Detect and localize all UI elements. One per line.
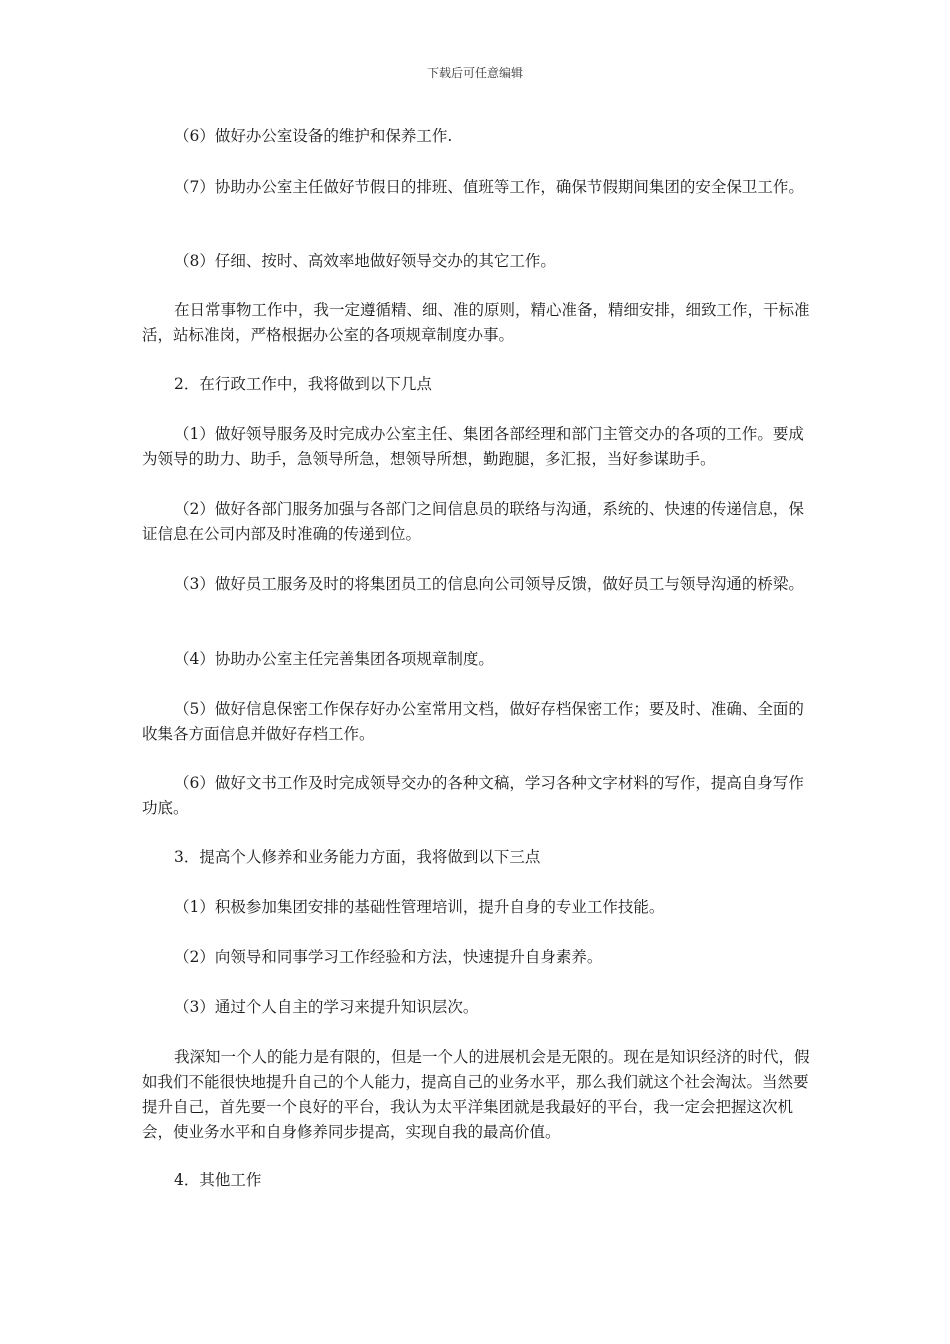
section-heading: 4．其他工作 [174, 1171, 262, 1189]
paragraph: （4）协助办公室主任完善集团各项规章制度。 [174, 650, 494, 668]
paragraph: （1）积极参加集团安排的基础性管理培训，提升自身的专业工作技能。 [174, 898, 665, 916]
paragraph: （2）向领导和同事学习工作经验和方法，快速提升自身素养。 [174, 948, 603, 966]
paragraph: （3）通过个人自主的学习来提升知识层次。 [174, 998, 479, 1016]
paragraph: （2）做好各部门服务加强与各部门之间信息员的联络与沟通，系统的、快速的传递信息，保证信息在公司内部及时准确的传递到位。 [142, 500, 804, 543]
paragraph: （5）做好信息保密工作保存好办公室常用文档，做好存档保密工作；要及时、准确、全面的收集各方面信息并做好存档工作。 [142, 700, 804, 743]
paragraph: （6）做好办公室设备的维护和保养工作. [174, 127, 453, 145]
paragraph: （3）做好员工服务及时的将集团员工的信息向公司领导反馈，做好员工与领导沟通的桥梁。 [174, 575, 804, 593]
section-heading: 2．在行政工作中，我将做到以下几点 [174, 375, 432, 393]
paragraph: 在日常事物工作中，我一定遵循精、细、准的原则，精心准备，精细安排，细致工作，干标准活，站标准岗，严格根据办公室的各项规章制度办事。 [142, 301, 810, 344]
section-heading: 3．提高个人修养和业务能力方面，我将做到以下三点 [174, 848, 541, 866]
paragraph: 我深知一个人的能力是有限的，但是一个人的进展机会是无限的。现在是知识经济的时代，假如我们不能很快地提升自己的个人能力，提高自己的业务水平，那么我们就这个社会淘汰。当然要提升自己，首先要一个良好的平台，我认为太平洋集团就是我最好的平台，我一定会把握这次机会，使业务水平和自身修养同步提高，实现自我的最高价值。 [142, 1048, 810, 1141]
page-header-note: 下载后可任意编辑 [426, 66, 523, 80]
paragraph: （8）仔细、按时、高效率地做好领导交办的其它工作。 [174, 252, 556, 270]
paragraph: （6）做好文书工作及时完成领导交办的各种文稿，学习各种文字材料的写作，提高自身写作功底。 [142, 774, 804, 817]
paragraph: （7）协助办公室主任做好节假日的排班、值班等工作，确保节假期间集团的安全保卫工作。 [174, 178, 804, 196]
paragraph: （1）做好领导服务及时完成办公室主任、集团各部经理和部门主管交办的各项的工作。要成为领导的助力、助手，急领导所急，想领导所想，勤跑腿，多汇报，当好参谋助手。 [142, 425, 804, 468]
